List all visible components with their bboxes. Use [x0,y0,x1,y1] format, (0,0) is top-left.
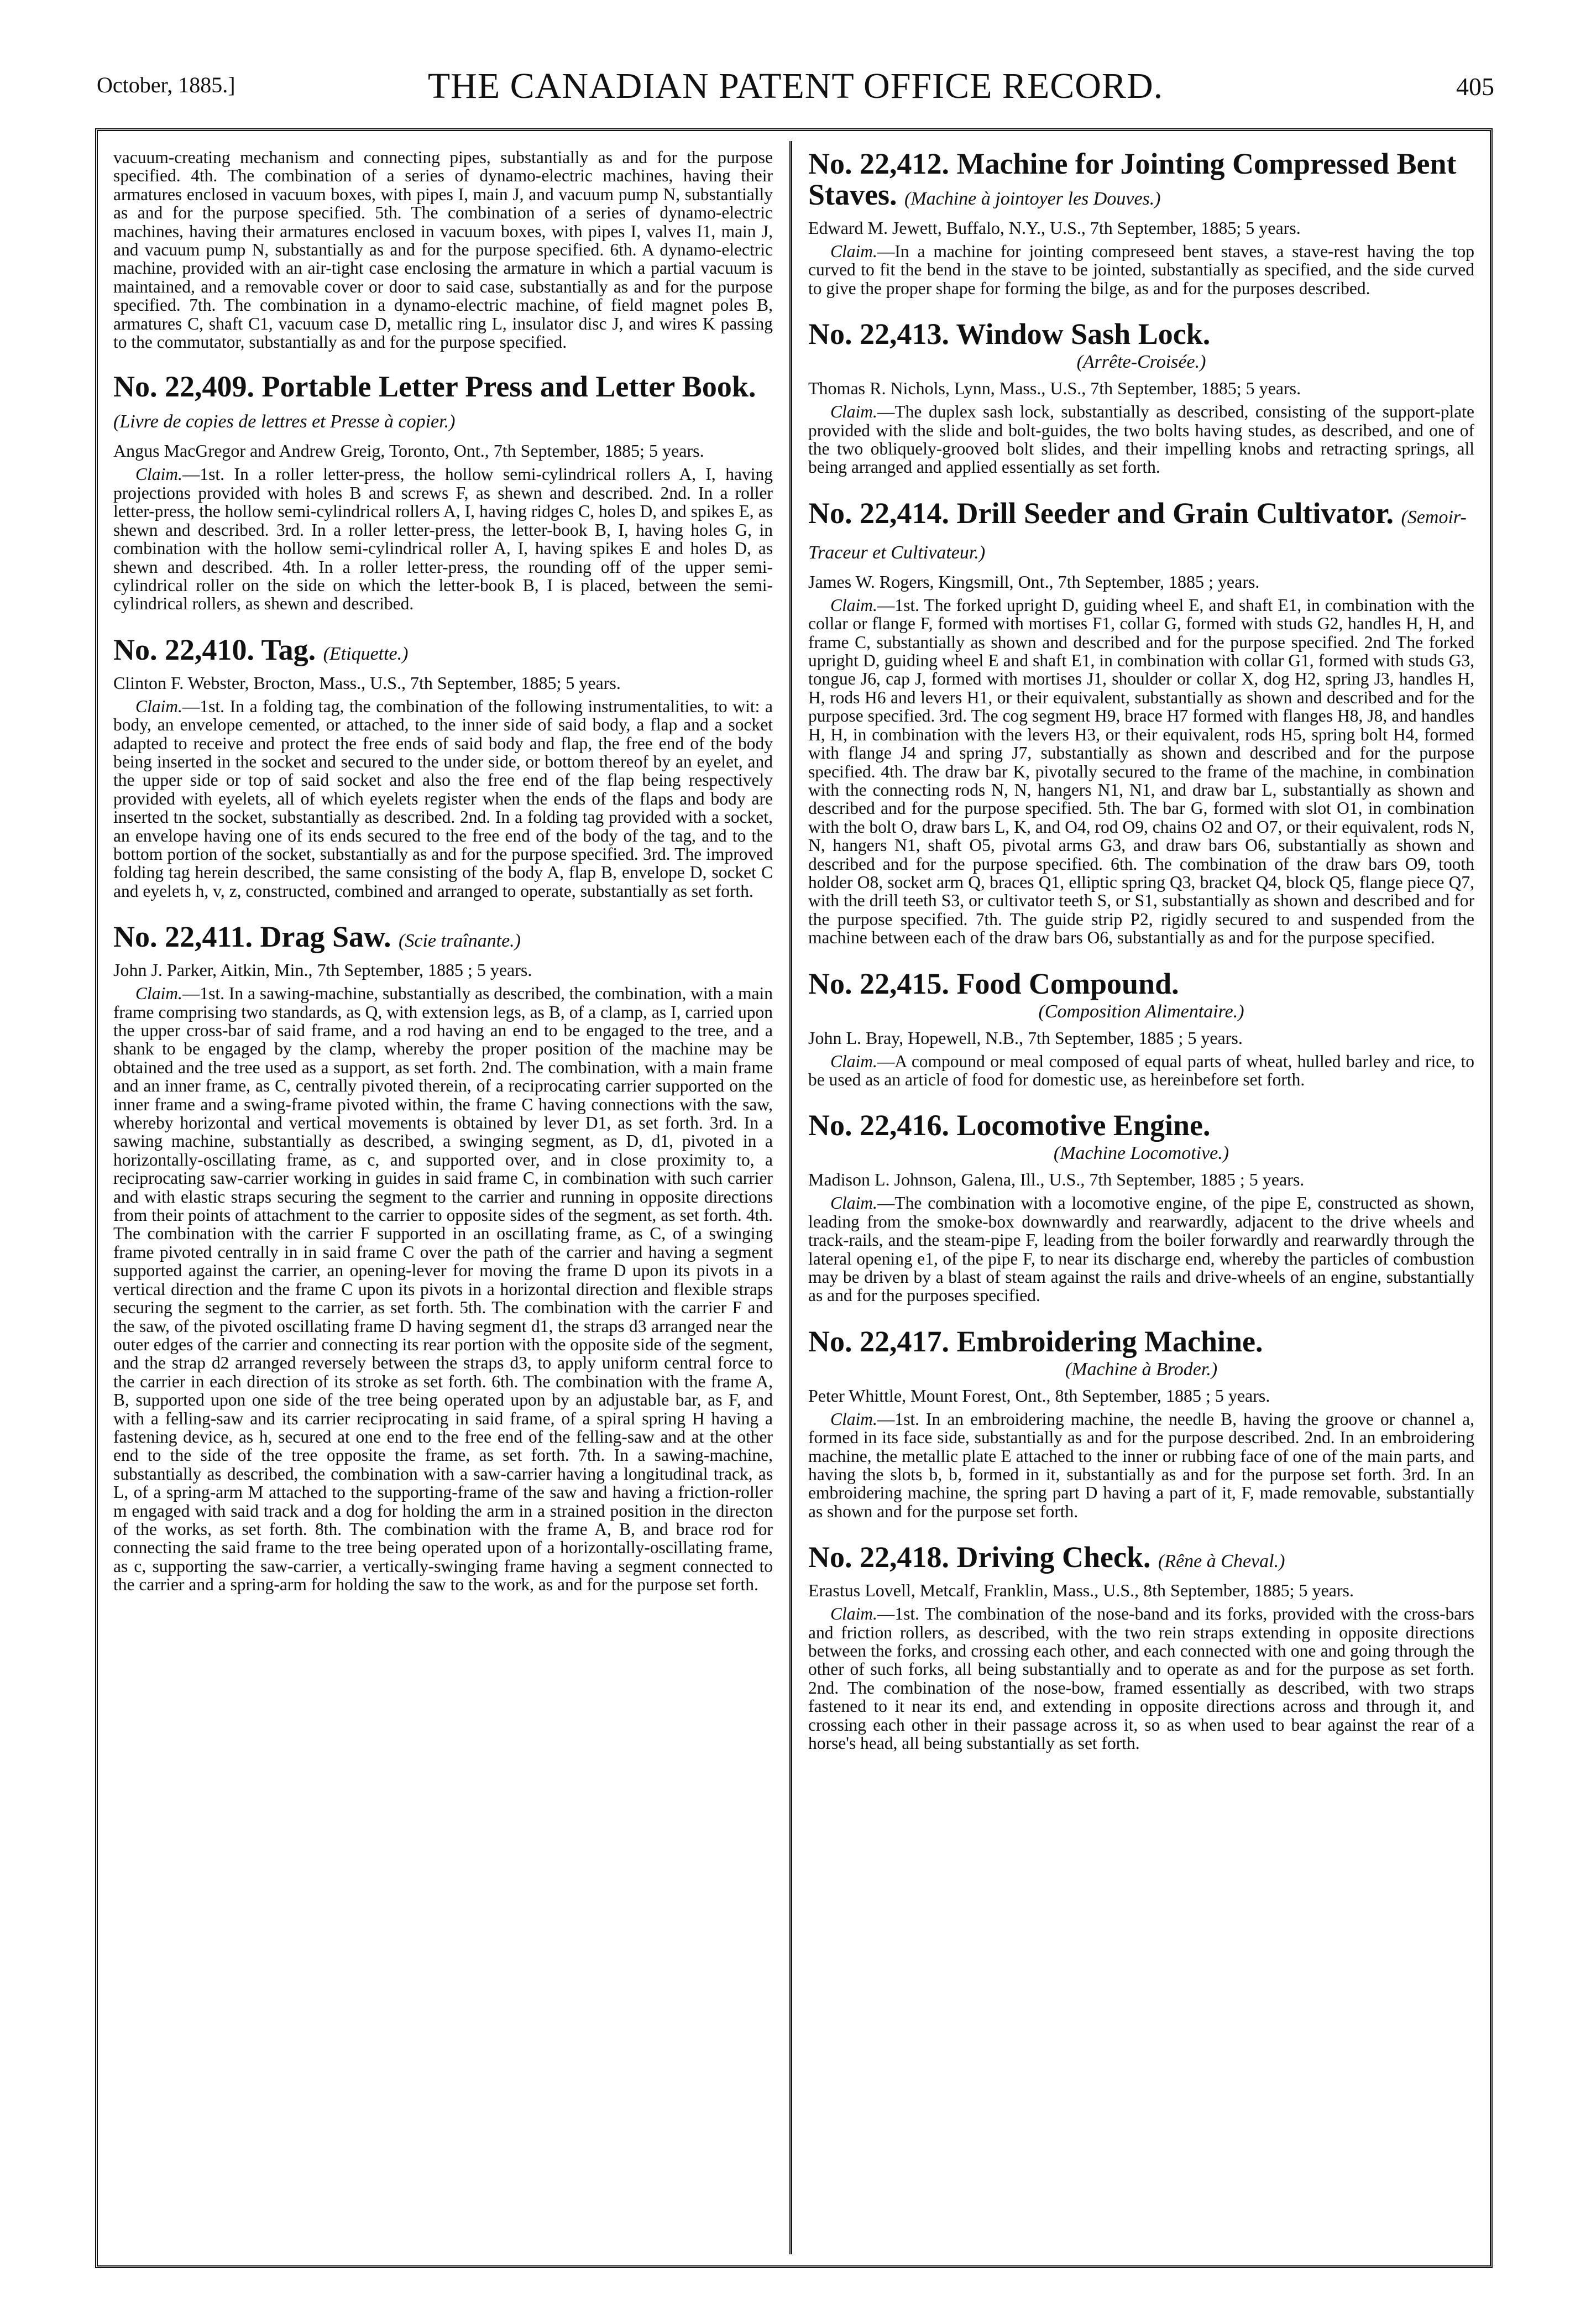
patent-heading [113,634,773,670]
patent-title: Food Compound. [956,967,1179,1000]
claim-label: Claim. [830,1051,877,1071]
claim-text: —The combination with a locomotive engine, of the pipe E, constructed as shown, leading from the smoke-box downwardly and rearwardly, adjacent to the drive wheels and track-rails, and the steam-pipe F, leading from the boiler forwardly and rearwardly through the lateral opening e1, of the pipe F, to near its discharge end, whereby the particles of combustion may be driven by a blast of steam against the rails and drive-wheels of an engine, substantially as and for the purposes specified. [808,1193,1474,1305]
patent-number: No. 22,414. [808,496,949,530]
right-column [808,148,1474,2249]
claim-label: Claim. [830,402,877,422]
patent-heading [808,1326,1474,1357]
patent-grantee: John J. Parker, Aitkin, Min., 7th September, 1885 ; 5 years. [113,960,532,980]
claim-text: —1st. The forked upright D, guiding wheel E, and shaft E1, in combination with the collar or flange F, formed with mortises F1, collar G, formed with studs G2, handles H, H, and frame C, substantially as shown and described and for the purpose specified. 2nd The forked upright D, guiding wheel E and shaft E1, in combination with collar G1, formed with studs G3, tongue J6, cap J, formed with mortises J1, shoulder or collar X, dog H2, spring J3, handles H, H, rods H6 and levers H1, or their equivalent, substantially as shown and described and for the purpose specified. 3rd. The cog segment H9, brace H7 formed with flanges H8, J8, and handles H, H, in combination with the levers H3, or their equivalent, rods H5, spring bolt H4, formed with flange J4 and spring J7, substantially as shown and described and for the purpose specified. 4th. The draw bar K, pivotally secured to the frame of the machine, in combination with the connecting rods N, N, hangers N1, N1, and draw bar L, substantially as shown and described and for the purpose specified. 5th. The bar G, formed with slot O1, in combination with the bolt O, draw bars L, K, and O4, rod O9, chains O2 and O7, or their equivalent, rods N, N, hangers N1, shaft O5, pivotal arms G3, and draw bars O6, substantially as shown and described and for the purpose specified. 6th. The combination of the draw bars O9, tooth holder O8, socket arm Q, braces Q1, elliptic spring Q3, bracket Q4, block Q5, flange piece Q7, with the drill teeth S3, or cultivator teeth S, or S1, substantially as shown and described and for the purpose specified. 7th. The guide strip P2, rigidly secured to and suspended from the machine between each of the draw bars O6, substantially as and for the purpose specified. [808,595,1474,948]
claim-label: Claim. [830,242,877,261]
claim-label: Claim. [830,1604,877,1624]
claim-label: Claim. [830,1193,877,1213]
issue-date: October, 1885.] [97,72,235,97]
claim-text: —In a machine for jointing compreseed bent staves, a stave-rest having the top curved to fit the bend in the stave to be jointed, substantially as specified, and the side curved to give the proper shape for forming the bilge, as and for the purposes described. [808,242,1474,298]
patent-heading [113,921,773,957]
patent-claim [113,984,773,1594]
patent-entry [808,1542,1474,1752]
patent-entry [113,371,773,613]
patent-heading [808,318,1474,349]
patent-claim [113,697,773,900]
claim-label: Claim. [135,696,182,716]
patent-number: No. 22,412. [808,148,949,180]
page-number: 405 [1456,72,1494,101]
patent-entry [808,148,1474,297]
claim-text: —1st. In an embroidering machine, the needle B, having the groove or channel a, formed in its face side, substantially as and for the purpose described. 2nd. In an embroidering machine, the metallic plate E attached to the inner or rubbing face of one of the main parts, and having the slots b, b, formed in it, substantially as and for the purpose set forth. 3rd. In an embroidering machine, the spring part D having a part of it, F, made removable, substantially as shown and for the purpose set forth. [808,1409,1474,1521]
patent-grantee: Peter Whittle, Mount Forest, Ont., 8th September, 1885 ; 5 years. [808,1385,1270,1406]
patent-grantee: Madison L. Johnson, Galena, Ill., U.S., 7th September, 1885 ; 5 years. [808,1169,1305,1190]
claim-text: —1st. In a sawing-machine, substantially as described, the combination, with a main frame comprising two standards, as Q, with extension legs, as B, of a clamp, as I, carried upon the upper cross-bar of said frame, and a rod having an end to be engaged to the tree, and a shank to be engaged by the clamp, whereby the proper position of the machine may be obtained and the tree used as a support, as set forth. 2nd. The combination, with a main frame and an inner frame, as C, centrally pivoted therein, of a reciprocating carrier supported on the inner frame and a swing-frame pivoted within, the frame C having connections with the saw, whereby horizontal and vertical movements is obtained by lever D1, as set forth. 3rd. In a sawing machine, substantially as described, a swinging segment, as D, d1, pivoted in a horizontally-oscillating frame, as c, and supported over, and in close proximity to, a reciprocating saw-carrier working in guides in said frame C, in combination with such carrier and with elastic straps securing the segment to the carrier and running in opposite directions from their points of attachment to the carrier to opposite sides of the segment, as set forth. 4th. The combination with the carrier F supported in an oscillating frame, as C, of a swinging frame pivoted centrally in in said frame C over the path of the carrier and having a segment supported against the carrier, an opening-lever for moving the frame D upon its pivots in a vertical direction and the frame C upon its pivots in a horizontal direction and flexible straps securing the segment to the carrier, as set forth. 5th. The combination with the carrier F and the saw, of the pivoted oscillating frame D having segment d1, the straps d3 arranged near the outer edges of the carrier and connecting its rear portion with the opposite side of the segment, and the strap d2 arranged reversely between the straps d3, to apply uniform central force to the carrier in each direction of its stroke as set forth. 6th. The combination with the frame A, B, supported upon one side of the tree being operated upon by an adjustable bar, as F, and with a felling-saw and its carrier reciprocating in said frame, of a spiral spring H having a fastening device, as h, secured at one end to the free end of the felling-saw and at the other end to the side of the tree opposite the frame, as set forth. 7th. In a sawing-machine, substantially as described, the combination with a saw-carrier having a longitudinal track, as L, of a spring-arm M attached to the supporting-frame of the saw and having a friction-roller m engaged with said track and a dog for holding the arm in a strained position in the directon of the works, as set forth. 8th. The combination with the frame A, B, and brace rod for connecting the said frame to the tree being operated upon of a horizontally-oscillating frame, as c, supporting the saw-carrier, a vertically-swinging frame having a segment connected to the carrier and a spring-arm for holding the saw to the work, as and for the purpose set forth. [113,984,773,1595]
claim-text: —1st. In a roller letter-press, the hollow semi-cylindrical rollers A, I, having projections provided with holes B and screws F, as shewn and described. 2nd. In a roller letter-press, the hollow semi-cylindrical rollers A, I, having ridges C, holes D, and spikes E, as shewn and described. 3rd. In a roller letter-press, the letter-book B, I, having holes G, in combination with the hollow semi-cylindrical roller A, I, having spikes E and holes D, as shewn and described. 4th. In a roller letter-press, the rounding off of the upper semi-cylindrical roller on the side on which the letter-book B, I is placed, between the semi-cylindrical rollers, as shewn and described. [113,464,773,614]
column-divider [789,141,792,2254]
patent-grantee: Thomas R. Nichols, Lynn, Mass., U.S., 7th September, 1885; 5 years. [808,378,1301,399]
patent-grantee: John L. Bray, Hopewell, N.B., 7th September, 1885 ; 5 years. [808,1027,1243,1048]
patent-entry [808,318,1474,477]
claim-label: Claim. [830,595,877,615]
patent-claim [808,403,1474,477]
patent-french-title: (Etiquette.) [323,643,409,664]
patent-french-title: (Semoir-Traceur et Cultivateur.) [808,506,1467,563]
claim-text: —1st. In a folding tag, the combination of the following instrumentalities, to wit: a body, an envelope cemented, or attached, to the inner side of said body, a flap and a socket adapted to receive and protect the free ends of said body and flap, the free end of the body being inserted in the socket and secured to the under side, or bottom thereof by an eyelet, and the upper side or top of said socket and also the free end of the flap being respectively provided with eyelets, all of which eyelets register when the ends of the flaps and body are inserted tn the socket, substantially as described. 2nd. In a folding tag provided with a socket, an envelope having one of its ends secured to the free end of the body of the tag, and to the bottom portion of the socket, substantially as and for the purpose specified. 3rd. The improved folding tag herein described, the same consisting of the body A, flap B, envelope D, socket C and eyelets h, v, z, constructed, combined and arranged to operate, substantially as set forth. [113,696,773,901]
running-head [97,65,1494,115]
patent-french-title: (Arrête-Croisée.) [1076,352,1206,373]
patent-title: Portable Letter Press and Letter Book. [261,370,756,404]
continued-claim-text: vacuum-creating mechanism and connecting pipes, substantially as and for the purpose specified. 4th. The combination of a series of dynamo-electric machines, having their armatures enclosed in vacuum boxes, with pipes I, main J, and vacuum pump N, substantially as and for the purpose specified. 5th. The combination of a series of dynamo-electric machines, having their armatures enclosed in vacuum boxes, with pipes I, valves I1, main J, and vacuum pump N, substantially as and for the purpose specified. 6th. A dynamo-electric machine, provided with an air-tight case enclosing the armature in which a partial vacuum is maintained, and a removable cover or door to said case, substantially as and for the purpose specified. 7th. The combination in a dynamo-electric machine, of field magnet poles B, armatures C, shaft C1, vacuum case D, metallic ring L, insulator disc J, and wires K passing to the commutator, substantially as and for the purpose specified. [113,148,773,352]
patent-claim [808,1052,1474,1089]
patent-number: No. 22,410. [113,633,254,666]
patent-heading [808,968,1474,999]
patent-french-title: (Machine à jointoyer les Douves.) [904,189,1161,209]
patent-heading [808,498,1474,568]
patent-grantee: Edward M. Jewett, Buffalo, N.Y., U.S., 7th September, 1885; 5 years. [808,218,1301,238]
patent-french-title: (Machine Locomotive.) [1053,1143,1229,1164]
patent-claim [808,596,1474,947]
patent-french-title: (Rêne à Cheval.) [1158,1551,1285,1572]
patent-title: Machine for Jointing Compressed Bent Staves. [808,148,1457,211]
patent-heading [808,148,1474,215]
patent-title: Embroidering Machine. [956,1324,1263,1358]
claim-text: —1st. The combination of the nose-band and its forks, provided with the cross-bars and friction rollers, as described, with the two rein straps extending in opposite directions between the forks, and crossing each other, and each connected with one and going through the other of such forks, all being substantially and to operate as and for the purpose as set forth. 2nd. The combination of the nose-bow, framed essentially as described, with two straps fastened to it near its end, and extending in opposite directions across and through it, and crossing each other in their passage across it, so as when used to bear against the rear of a horse's head, all being substantially as set forth. [808,1604,1474,1753]
claim-label: Claim. [135,984,182,1004]
patent-french-title: (Machine à Broder.) [1065,1359,1218,1380]
patent-heading [808,1542,1474,1577]
patent-entry [113,634,773,900]
patent-title: Drag Saw. [260,920,391,954]
patent-entry [808,1110,1474,1304]
claim-label: Claim. [135,464,182,484]
patent-heading [808,1110,1474,1141]
patent-grantee: Erastus Lovell, Metcalf, Franklin, Mass., U.S., 8th September, 1885; 5 years. [808,1580,1354,1601]
patent-french-title: (Scie traînante.) [399,931,521,952]
patent-title: Drill Seeder and Grain Cultivator. [956,496,1394,530]
claim-text: —The duplex sash lock, substantially as described, consisting of the support-plate provided with the slide and bolt-guides, the two bolts having studes, as described, and one of the two obliquely-grooved bolt slides, and their impelling knobs and retracting springs, all being arranged and applied essentially as set forth. [808,402,1474,477]
patent-number: No. 22,418. [808,1540,949,1574]
patent-number: No. 22,409. [113,370,254,404]
patent-french-title: (Livre de copies de lettres et Presse à copier.) [113,411,456,432]
patent-entry [113,921,773,1594]
claim-text: —A compound or meal composed of equal parts of wheat, hulled barley and rice, to be used as an article of food for domestic use, as hereinbefore set forth. [808,1051,1474,1089]
patent-entry [808,968,1474,1089]
patent-title: Locomotive Engine. [956,1109,1211,1142]
patent-grantee: Angus MacGregor and Andrew Greig, Toronto, Ont., 7th September, 1885; 5 years. [113,441,704,461]
patent-title: Driving Check. [956,1540,1151,1574]
patent-number: No. 22,416. [808,1109,949,1142]
publication-title: THE CANADIAN PATENT OFFICE RECORD. [427,66,1164,106]
claim-label: Claim. [830,1409,877,1429]
left-column [113,148,773,2249]
patent-number: No. 22,411. [113,920,253,954]
patent-claim [808,1194,1474,1304]
patent-entry [808,498,1474,947]
patent-claim [808,1410,1474,1521]
patent-title: Window Sash Lock. [956,317,1211,351]
patent-claim [808,242,1474,297]
patent-heading [113,371,773,437]
patent-number: No. 22,417. [808,1324,949,1358]
patent-title: Tag. [261,633,316,666]
patent-french-title: (Composition Alimentaire.) [1038,1001,1244,1022]
patent-number: No. 22,413. [808,317,949,351]
patent-number: No. 22,415. [808,967,949,1000]
patent-grantee: Clinton F. Webster, Brocton, Mass., U.S., 7th September, 1885; 5 years. [113,672,621,693]
patent-grantee: James W. Rogers, Kingsmill, Ont., 7th September, 1885 ; years. [808,571,1260,592]
patent-claim [113,465,773,613]
patent-claim [808,1605,1474,1752]
patent-entry [808,1326,1474,1521]
